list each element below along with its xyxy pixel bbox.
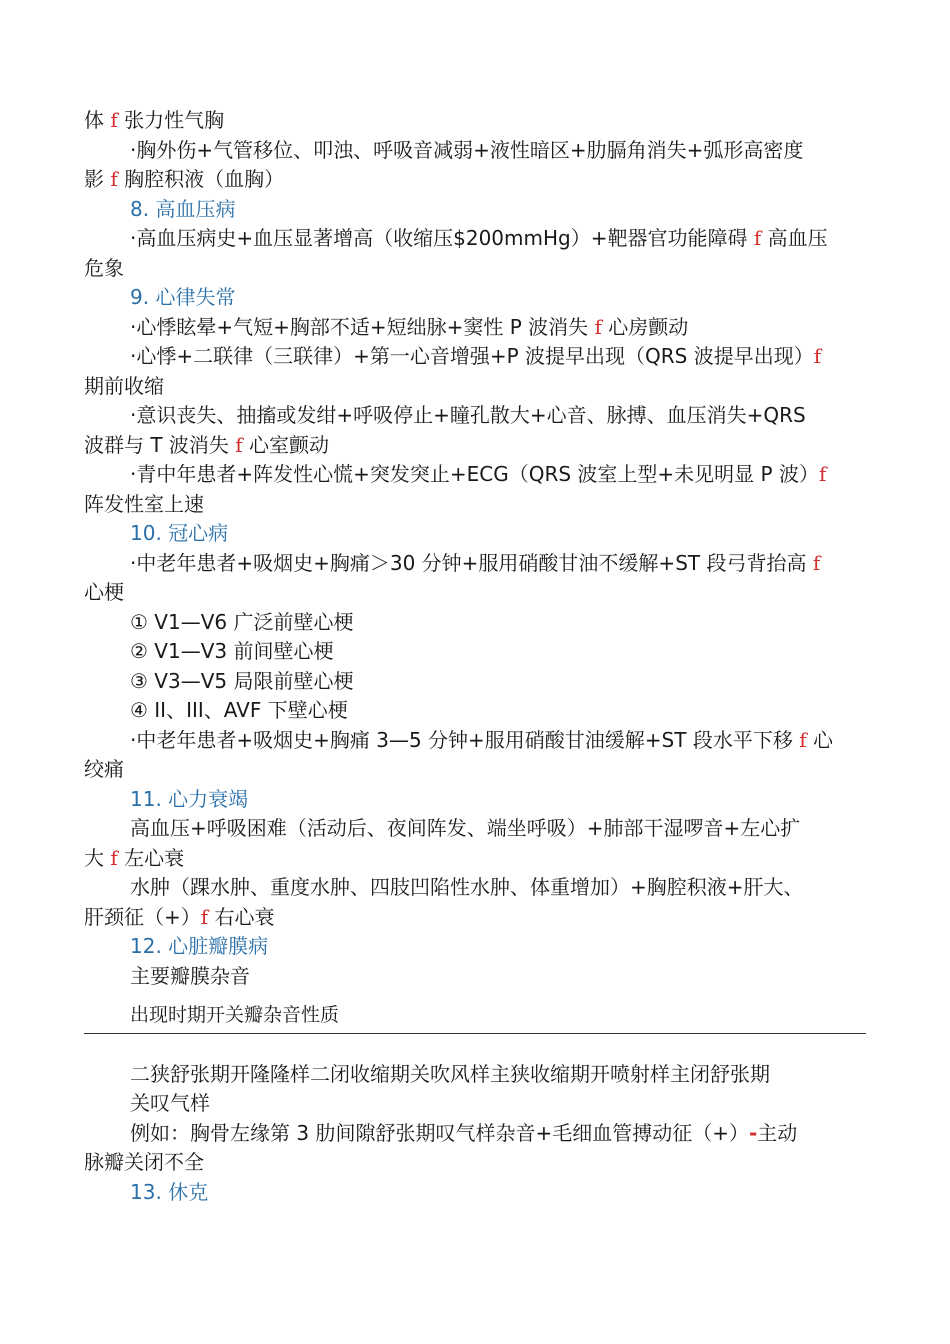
- section-heading: 10. 冠心病: [130, 521, 229, 545]
- text-segment: 阵发性室上速: [84, 491, 204, 516]
- valve-table-header: 出现时期开关瓣杂音性质: [130, 1004, 340, 1026]
- text-segment: 脉瓣关闭不全: [84, 1150, 204, 1174]
- arrow-marker: f: [110, 108, 118, 132]
- text-segment: ② V1—V3 前间壁心梗: [130, 639, 334, 663]
- text-line: [84, 106, 866, 136]
- text-segment: 左心衰: [117, 845, 185, 870]
- text-segment: 主要瓣膜杂音: [130, 963, 250, 988]
- text-line: [84, 549, 866, 579]
- text-segment: 张力性气胸: [117, 108, 225, 132]
- text-segment: ④ II、III、AVF 下壁心梗: [130, 698, 348, 722]
- arrow-marker: f: [753, 226, 762, 250]
- text-segment: ·心悸+二联律（三联律）+第一心音增强+P 波提早出现（QRS 波提早出现）: [130, 344, 814, 368]
- text-segment: ·青中年患者+阵发性心慌+突发突止+ECG（QRS 波室上型+未见明显 P 波）: [130, 462, 819, 486]
- text-line-continuation: [84, 1148, 866, 1178]
- arrow-marker: f: [812, 550, 821, 575]
- text-segment: ·中老年患者+吸烟史+胸痛＞30 分钟+服用硝酸甘油不缓解+ST 段弓背抬高: [130, 550, 813, 575]
- text-segment: 肝颈征（+）: [84, 904, 201, 929]
- document-page: [84, 106, 866, 1207]
- text-segment: ① V1—V6 广泛前壁心梗: [130, 609, 354, 634]
- text-segment: 二狭舒张期开隆隆样二闭收缩期关吹风样主狭收缩期开喷射样主闭舒张期: [130, 1061, 770, 1086]
- section-heading: 13. 休克: [130, 1179, 209, 1204]
- text-segment: 水肿（踝水肿、重度水肿、四肢凹陷性水肿、体重增加）+胸腔积液+肝大、: [130, 875, 804, 899]
- text-segment: ·胸外伤+气管移位、叩浊、呼吸音减弱+液性暗区+肋膈角消失+弧形高密度: [130, 137, 804, 162]
- text-line-continuation: [84, 165, 866, 195]
- text-line: [84, 637, 866, 667]
- text-line-continuation: [84, 431, 866, 461]
- content-block-2: [84, 1060, 866, 1208]
- text-line-continuation: [84, 903, 866, 933]
- arrow-marker: f: [235, 432, 243, 457]
- text-line: [84, 460, 866, 490]
- text-line: [84, 401, 866, 431]
- text-line-continuation: [84, 844, 866, 874]
- text-line: [84, 873, 866, 903]
- text-segment: 心: [806, 727, 833, 752]
- text-line: [84, 313, 866, 343]
- text-segment: 关叹气样: [130, 1091, 210, 1115]
- text-line: [84, 814, 866, 844]
- text-line: [84, 667, 866, 697]
- section-heading: 12. 心脏瓣膜病: [130, 934, 269, 958]
- text-line: [84, 962, 866, 992]
- text-segment: 期前收缩: [84, 373, 164, 398]
- text-line: [84, 696, 866, 726]
- text-segment: 波群与 T 波消失: [84, 432, 236, 457]
- text-line: [84, 1119, 866, 1149]
- text-segment: 体: [84, 108, 111, 132]
- arrow-marker: f: [799, 727, 807, 752]
- arrow-marker: f: [813, 344, 822, 368]
- arrow-marker: f: [594, 314, 602, 339]
- text-segment: ·心悸眩晕+气短+胸部不适+短绌脉+窦性 P 波消失: [130, 314, 595, 339]
- arrow-marker: f: [818, 462, 827, 486]
- section-heading: 9. 心律失常: [130, 285, 236, 309]
- text-line-continuation: [84, 755, 866, 785]
- text-line: [84, 726, 866, 756]
- text-segment: 高血压: [761, 226, 828, 250]
- text-segment: 胸腔积液（血胸）: [117, 167, 285, 191]
- section-heading: 11. 心力衰竭: [130, 786, 249, 811]
- text-segment: 主动: [757, 1120, 798, 1145]
- text-segment: 危象: [84, 255, 124, 280]
- text-segment: ·中老年患者+吸烟史+胸痛 3—5 分钟+服用硝酸甘油缓解+ST 段水平下移: [130, 727, 800, 752]
- text-segment: 绞痛: [84, 757, 124, 781]
- arrow-marker: -: [748, 1120, 758, 1145]
- text-line: [84, 136, 866, 166]
- text-segment: 心室颤动: [242, 432, 330, 457]
- text-line-continuation: [84, 254, 866, 284]
- text-segment: ③ V3—V5 局限前壁心梗: [130, 668, 354, 693]
- arrow-marker: f: [110, 167, 118, 191]
- text-segment: ·高血压病史+血压显著增高（收缩压$200mmHg）+靶器官功能障碍: [130, 226, 754, 250]
- arrow-marker: f: [110, 845, 118, 870]
- text-line: [84, 224, 866, 254]
- content-block-1: [84, 106, 866, 991]
- text-segment: 心梗: [84, 580, 124, 604]
- text-line-continuation: [84, 578, 866, 608]
- text-segment: 例如：胸骨左缘第 3 肋间隙舒张期叹气样杂音+毛细血管搏动征（+）: [130, 1120, 749, 1145]
- text-line: [84, 342, 866, 372]
- text-line-continuation: [84, 372, 866, 402]
- text-segment: 高血压+呼吸困难（活动后、夜间阵发、端坐呼吸）+肺部干湿啰音+左心扩: [130, 816, 801, 840]
- text-segment: 大: [84, 845, 111, 870]
- text-line: [84, 608, 866, 638]
- text-segment: ·意识丧失、抽搐或发绀+呼吸停止+瞳孔散大+心音、脉搏、血压消失+QRS: [130, 403, 806, 427]
- text-segment: 影: [84, 167, 111, 191]
- section-heading: 8. 高血压病: [130, 196, 236, 221]
- text-line: [84, 1089, 866, 1119]
- text-segment: 右心衰: [208, 904, 275, 929]
- text-line: [84, 1060, 866, 1090]
- text-line-continuation: [84, 490, 866, 520]
- text-segment: 心房颤动: [601, 314, 689, 339]
- arrow-marker: f: [200, 904, 209, 929]
